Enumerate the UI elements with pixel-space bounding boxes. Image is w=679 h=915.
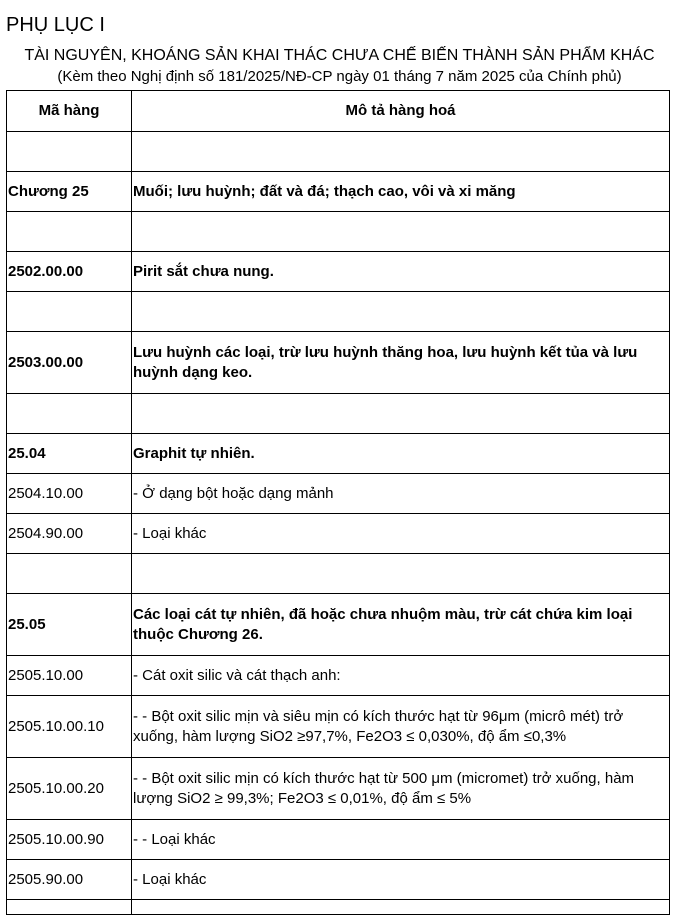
table-row	[7, 900, 670, 915]
description-cell: - Cát oxit silic và cát thạch anh:	[132, 656, 670, 696]
table-row	[7, 252, 670, 292]
code-cell: 2505.90.00	[7, 860, 132, 900]
table-row	[7, 132, 670, 172]
description-cell	[132, 554, 670, 594]
table-row	[7, 332, 670, 394]
code-cell	[7, 292, 132, 332]
table-header-row	[7, 91, 670, 132]
document-subtitle: (Kèm theo Nghị định số 181/2025/NĐ-CP ngày 01 tháng 7 năm 2025 của Chính phủ)	[57, 68, 622, 85]
description-cell	[132, 132, 670, 172]
code-cell: 2505.10.00.10	[7, 696, 132, 758]
description-cell: - - Bột oxit silic mịn và siêu mịn có kích thước hạt từ 96μm (micrô mét) trở xuống, hàm lượng SiO2 ≥97,7%, Fe2O3 ≤ 0,030%, độ ẩm ≤0,3%	[132, 696, 670, 758]
description-cell: Muối; lưu huỳnh; đất và đá; thạch cao, vôi và xi măng	[132, 172, 670, 212]
code-cell: 25.05	[7, 594, 132, 656]
column-header-code: Mã hàng	[7, 91, 132, 132]
description-cell: - Loại khác	[132, 514, 670, 554]
code-cell: 2505.10.00	[7, 656, 132, 696]
table-row	[7, 474, 670, 514]
table-row	[7, 554, 670, 594]
description-cell: Lưu huỳnh các loại, trừ lưu huỳnh thăng hoa, lưu huỳnh kết tủa và lưu huỳnh dạng keo.	[132, 332, 670, 394]
table-row	[7, 212, 670, 252]
table-row	[7, 594, 670, 656]
description-cell: Các loại cát tự nhiên, đã hoặc chưa nhuộm màu, trừ cát chứa kim loại thuộc Chương 26.	[132, 594, 670, 656]
table-row	[7, 292, 670, 332]
description-cell: Graphit tự nhiên.	[132, 434, 670, 474]
table-row	[7, 758, 670, 820]
description-cell: - Loại khác	[132, 860, 670, 900]
description-cell	[132, 292, 670, 332]
table-row	[7, 820, 670, 860]
code-cell: 25.04	[7, 434, 132, 474]
code-cell: 2502.00.00	[7, 252, 132, 292]
description-cell	[132, 900, 670, 915]
table-row	[7, 434, 670, 474]
table-row	[7, 172, 670, 212]
appendix-label: PHỤ LỤC I	[6, 14, 105, 36]
column-header-description: Mô tả hàng hoá	[132, 91, 670, 132]
code-cell	[7, 900, 132, 915]
table-row	[7, 656, 670, 696]
table-row	[7, 860, 670, 900]
code-cell	[7, 394, 132, 434]
description-cell	[132, 394, 670, 434]
table-row	[7, 394, 670, 434]
code-cell	[7, 212, 132, 252]
table-row	[7, 696, 670, 758]
code-cell: 2504.10.00	[7, 474, 132, 514]
document-title: TÀI NGUYÊN, KHOÁNG SẢN KHAI THÁC CHƯA CHẾ BIẾN THÀNH SẢN PHẨM KHÁC	[24, 47, 655, 64]
code-cell: 2503.00.00	[7, 332, 132, 394]
code-cell: 2504.90.00	[7, 514, 132, 554]
description-cell: - - Bột oxit silic mịn có kích thước hạt từ 500 μm (micromet) trở xuống, hàm lượng SiO2 ≥ 99,3%; Fe2O3 ≤ 0,01%, độ ẩm ≤ 5%	[132, 758, 670, 820]
code-cell: Chương 25	[7, 172, 132, 212]
description-cell: Pirit sắt chưa nung.	[132, 252, 670, 292]
description-cell	[132, 212, 670, 252]
code-cell	[7, 132, 132, 172]
table-row	[7, 514, 670, 554]
code-cell	[7, 554, 132, 594]
description-cell: - Ở dạng bột hoặc dạng mảnh	[132, 474, 670, 514]
description-cell: - - Loại khác	[132, 820, 670, 860]
goods-table	[6, 90, 670, 915]
code-cell: 2505.10.00.90	[7, 820, 132, 860]
code-cell: 2505.10.00.20	[7, 758, 132, 820]
